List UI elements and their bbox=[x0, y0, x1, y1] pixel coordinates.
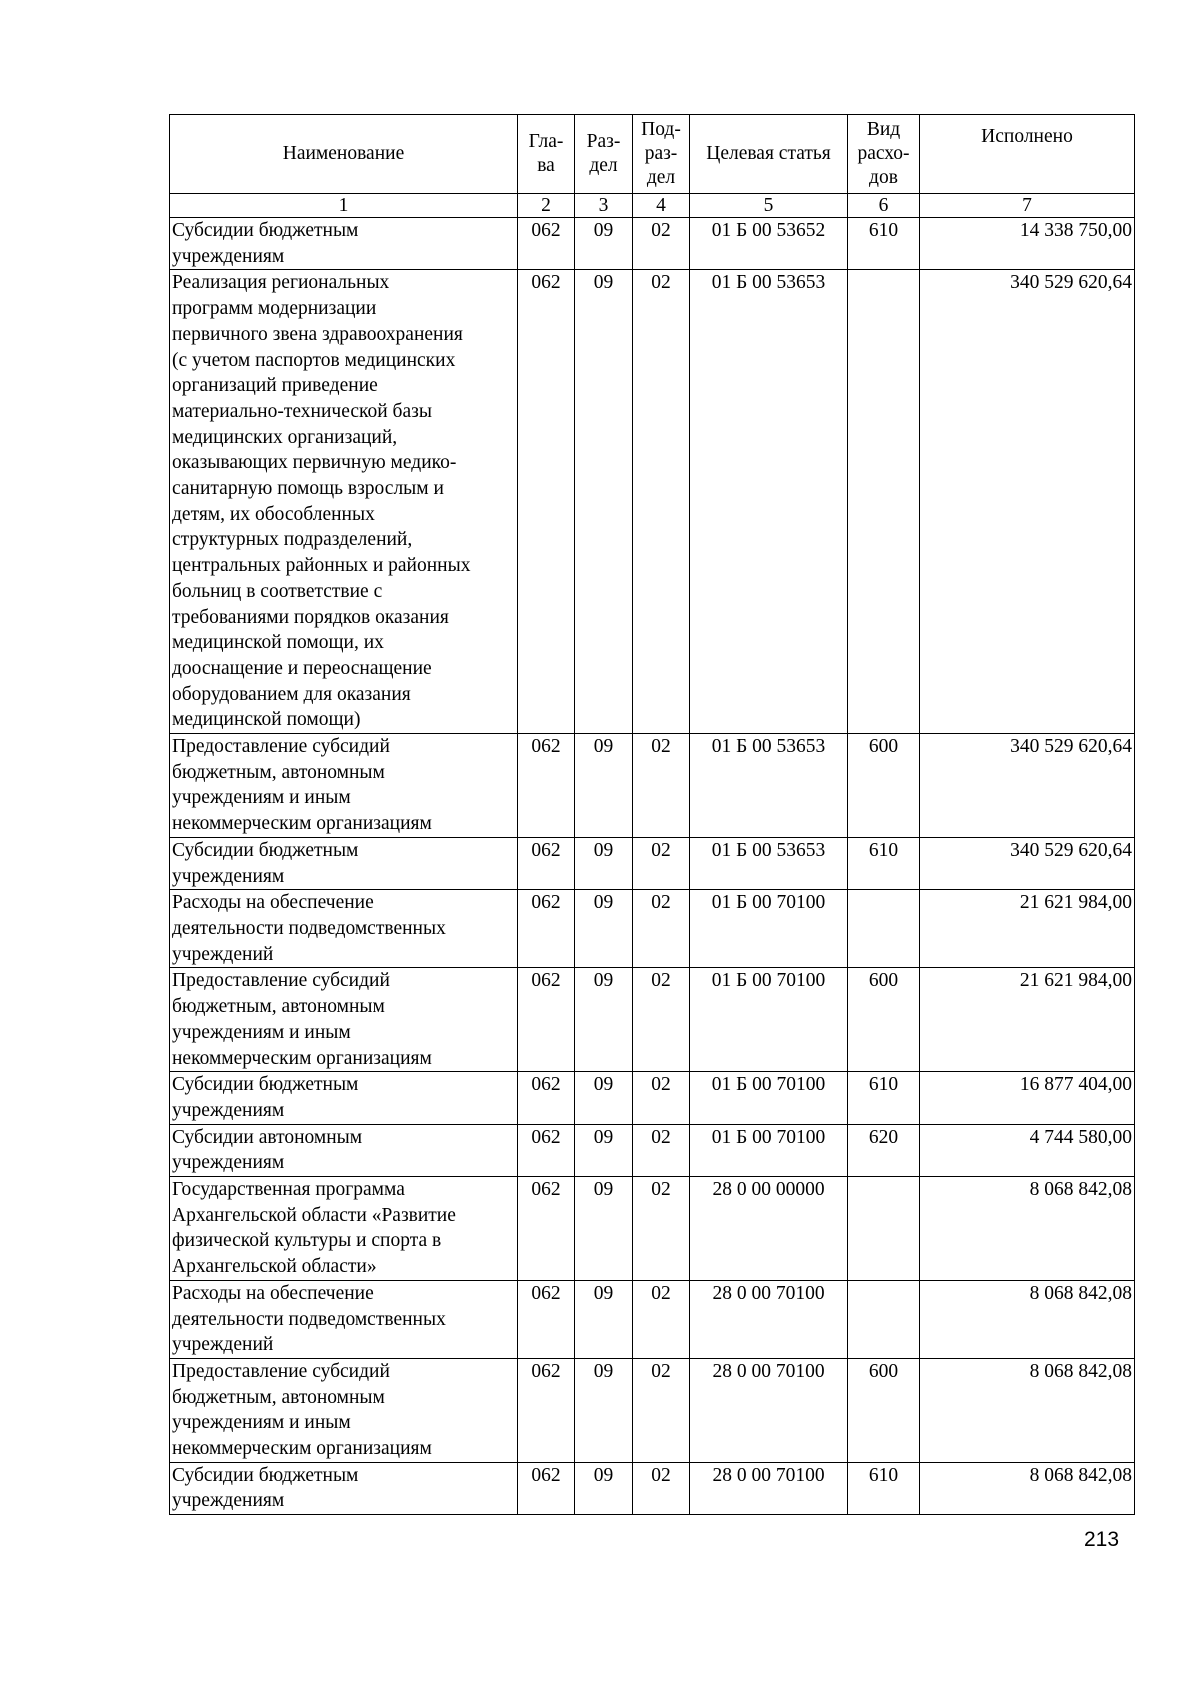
row-target: 01 Б 00 70100 bbox=[690, 968, 848, 1072]
row-amount: 340 529 620,64 bbox=[920, 837, 1135, 889]
row-chapter: 062 bbox=[518, 218, 575, 270]
row-section: 09 bbox=[575, 1124, 633, 1176]
row-amount: 8 068 842,08 bbox=[920, 1280, 1135, 1358]
row-amount: 8 068 842,08 bbox=[920, 1462, 1135, 1514]
row-subsection: 02 bbox=[633, 1462, 690, 1514]
row-chapter: 062 bbox=[518, 270, 575, 734]
table-row bbox=[170, 1462, 1135, 1514]
table-row bbox=[170, 1124, 1135, 1176]
row-expense-type: 600 bbox=[848, 734, 920, 838]
row-amount: 4 744 580,00 bbox=[920, 1124, 1135, 1176]
row-chapter: 062 bbox=[518, 1124, 575, 1176]
row-chapter: 062 bbox=[518, 1462, 575, 1514]
row-expense-type: 610 bbox=[848, 837, 920, 889]
column-number: 6 bbox=[848, 194, 920, 218]
row-target: 28 0 00 70100 bbox=[690, 1358, 848, 1462]
row-section: 09 bbox=[575, 1462, 633, 1514]
row-expense-type: 620 bbox=[848, 1124, 920, 1176]
row-section: 09 bbox=[575, 890, 633, 968]
row-target: 28 0 00 70100 bbox=[690, 1462, 848, 1514]
row-chapter: 062 bbox=[518, 837, 575, 889]
row-section: 09 bbox=[575, 218, 633, 270]
row-target: 01 Б 00 53652 bbox=[690, 218, 848, 270]
row-target: 28 0 00 00000 bbox=[690, 1177, 848, 1281]
row-target: 01 Б 00 53653 bbox=[690, 734, 848, 838]
row-amount: 8 068 842,08 bbox=[920, 1177, 1135, 1281]
row-subsection: 02 bbox=[633, 734, 690, 838]
row-name: Предоставление субсидий бюджетным, автономным учреждениям и иным некоммерческим организациям bbox=[170, 1358, 518, 1462]
row-amount: 21 621 984,00 bbox=[920, 968, 1135, 1072]
row-name: Субсидии бюджетным учреждениям bbox=[170, 1072, 518, 1124]
table-row bbox=[170, 218, 1135, 270]
row-section: 09 bbox=[575, 1072, 633, 1124]
table-row bbox=[170, 837, 1135, 889]
row-chapter: 062 bbox=[518, 1280, 575, 1358]
header-expense-type: Вид расхо- дов bbox=[848, 115, 920, 194]
row-chapter: 062 bbox=[518, 1072, 575, 1124]
row-amount: 21 621 984,00 bbox=[920, 890, 1135, 968]
row-name: Реализация региональных программ модернизации первичного звена здравоохранения (с учетом паспортов медицинских организаций приведение материально-технической базы медицинских организаций, оказывающих первичную медико- санитарную помощь взрослым и детям, их обособленных структурных подразделений, центральных районных и районных больниц в соответствие с требованиями порядков оказания медицинской помощи, их дооснащение и переоснащение оборудованием для оказания медицинской помощи) bbox=[170, 270, 518, 734]
column-number: 5 bbox=[690, 194, 848, 218]
table-header bbox=[170, 115, 1135, 218]
table-row bbox=[170, 1177, 1135, 1281]
row-section: 09 bbox=[575, 1358, 633, 1462]
row-section: 09 bbox=[575, 837, 633, 889]
table-row bbox=[170, 734, 1135, 838]
row-subsection: 02 bbox=[633, 1072, 690, 1124]
table-row bbox=[170, 1358, 1135, 1462]
row-expense-type bbox=[848, 890, 920, 968]
row-subsection: 02 bbox=[633, 1280, 690, 1358]
column-numbers-row bbox=[170, 194, 1135, 218]
row-section: 09 bbox=[575, 270, 633, 734]
row-subsection: 02 bbox=[633, 270, 690, 734]
row-expense-type: 610 bbox=[848, 1462, 920, 1514]
table-row bbox=[170, 270, 1135, 734]
page-number: 213 bbox=[1084, 1528, 1120, 1551]
budget-table bbox=[169, 114, 1135, 1515]
table-row bbox=[170, 890, 1135, 968]
header-target: Целевая статья bbox=[690, 115, 848, 194]
column-number: 2 bbox=[518, 194, 575, 218]
column-number: 1 bbox=[170, 194, 518, 218]
row-subsection: 02 bbox=[633, 1124, 690, 1176]
row-expense-type: 600 bbox=[848, 968, 920, 1072]
row-expense-type bbox=[848, 1177, 920, 1281]
row-amount: 8 068 842,08 bbox=[920, 1358, 1135, 1462]
row-name: Субсидии бюджетным учреждениям bbox=[170, 218, 518, 270]
row-subsection: 02 bbox=[633, 1358, 690, 1462]
row-expense-type bbox=[848, 270, 920, 734]
row-chapter: 062 bbox=[518, 890, 575, 968]
table-row bbox=[170, 1280, 1135, 1358]
row-subsection: 02 bbox=[633, 890, 690, 968]
row-target: 28 0 00 70100 bbox=[690, 1280, 848, 1358]
column-number: 3 bbox=[575, 194, 633, 218]
row-name: Субсидии бюджетным учреждениям bbox=[170, 837, 518, 889]
row-chapter: 062 bbox=[518, 734, 575, 838]
row-name: Расходы на обеспечение деятельности подведомственных учреждений bbox=[170, 890, 518, 968]
row-expense-type bbox=[848, 1280, 920, 1358]
row-subsection: 02 bbox=[633, 837, 690, 889]
row-section: 09 bbox=[575, 1280, 633, 1358]
row-amount: 340 529 620,64 bbox=[920, 734, 1135, 838]
table-row bbox=[170, 968, 1135, 1072]
row-expense-type: 610 bbox=[848, 1072, 920, 1124]
row-chapter: 062 bbox=[518, 1177, 575, 1281]
row-amount: 340 529 620,64 bbox=[920, 270, 1135, 734]
row-amount: 14 338 750,00 bbox=[920, 218, 1135, 270]
row-section: 09 bbox=[575, 1177, 633, 1281]
row-subsection: 02 bbox=[633, 968, 690, 1072]
row-name: Предоставление субсидий бюджетным, автономным учреждениям и иным некоммерческим организациям bbox=[170, 968, 518, 1072]
header-name: Наименование bbox=[170, 115, 518, 194]
row-name: Предоставление субсидий бюджетным, автономным учреждениям и иным некоммерческим организациям bbox=[170, 734, 518, 838]
row-target: 01 Б 00 70100 bbox=[690, 890, 848, 968]
row-amount: 16 877 404,00 bbox=[920, 1072, 1135, 1124]
column-number: 4 bbox=[633, 194, 690, 218]
row-chapter: 062 bbox=[518, 968, 575, 1072]
column-number: 7 bbox=[920, 194, 1135, 218]
row-name: Субсидии бюджетным учреждениям bbox=[170, 1462, 518, 1514]
row-subsection: 02 bbox=[633, 218, 690, 270]
header-section: Раз- дел bbox=[575, 115, 633, 194]
row-target: 01 Б 00 70100 bbox=[690, 1124, 848, 1176]
row-section: 09 bbox=[575, 968, 633, 1072]
row-subsection: 02 bbox=[633, 1177, 690, 1281]
table-row bbox=[170, 1072, 1135, 1124]
row-target: 01 Б 00 70100 bbox=[690, 1072, 848, 1124]
row-target: 01 Б 00 53653 bbox=[690, 837, 848, 889]
row-expense-type: 600 bbox=[848, 1358, 920, 1462]
row-expense-type: 610 bbox=[848, 218, 920, 270]
header-subsection: Под- раз- дел bbox=[633, 115, 690, 194]
row-section: 09 bbox=[575, 734, 633, 838]
row-chapter: 062 bbox=[518, 1358, 575, 1462]
header-executed: Исполнено bbox=[920, 115, 1135, 194]
row-name: Государственная программа Архангельской области «Развитие физической культуры и спорта в Архангельской области» bbox=[170, 1177, 518, 1281]
row-name: Расходы на обеспечение деятельности подведомственных учреждений bbox=[170, 1280, 518, 1358]
header-chapter: Гла- ва bbox=[518, 115, 575, 194]
row-name: Субсидии автономным учреждениям bbox=[170, 1124, 518, 1176]
row-target: 01 Б 00 53653 bbox=[690, 270, 848, 734]
